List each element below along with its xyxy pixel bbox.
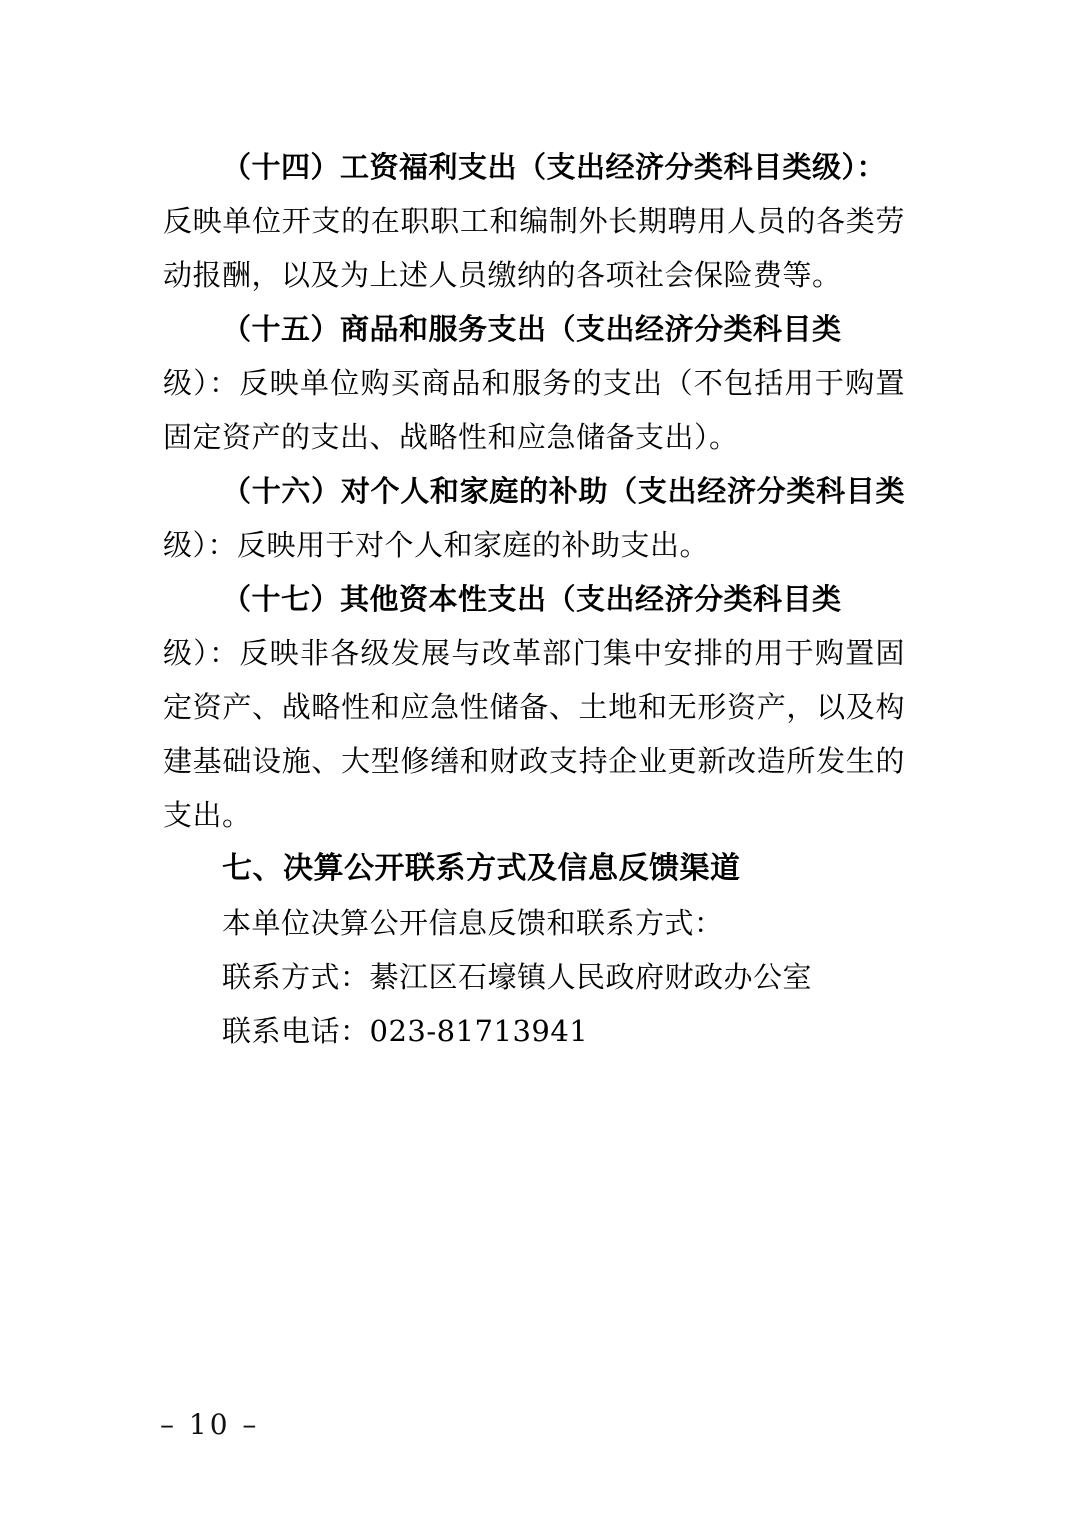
paragraph-16-heading: （十六）对个人和家庭的补助（支出经济分类科目类 [222, 474, 905, 508]
paragraph-17-heading: （十七）其他资本性支出（支出经济分类科目类 [222, 582, 842, 616]
feedback-intro-line: 本单位决算公开信息反馈和联系方式： [222, 906, 724, 940]
paragraph-14-body-line: 动报酬，以及为上述人员缴纳的各项社会保险费等。 [163, 258, 842, 292]
paragraph-15-body-line: 固定资产的支出、战略性和应急储备支出）。 [163, 420, 739, 454]
paragraph-15-heading: （十五）商品和服务支出（支出经济分类科目类 [222, 312, 842, 346]
paragraph-17-body-line: 定资产、战略性和应急性储备、土地和无形资产，以及构 [163, 690, 905, 724]
paragraph-17-body-line: 级）：反映非各级发展与改革部门集中安排的用于购置固 [163, 636, 905, 670]
paragraph-17-body-line: 建基础设施、大型修缮和财政支持企业更新改造所发生的 [163, 744, 905, 778]
paragraph-16-body-line: 级）：反映用于对个人和家庭的补助支出。 [163, 528, 710, 562]
document-body [163, 140, 905, 1058]
section-7-heading: 七、决算公开联系方式及信息反馈渠道 [222, 851, 741, 886]
contact-method-line: 联系方式：綦江区石壕镇人民政府财政办公室 [222, 960, 813, 994]
paragraph-14-body-line: 反映单位开支的在职职工和编制外长期聘用人员的各类劳 [163, 204, 905, 238]
paragraph-17-body-line: 支出。 [163, 798, 252, 832]
paragraph-14-heading: （十四）工资福利支出（支出经济分类科目类级）： [222, 150, 887, 184]
paragraph-15-body-line: 级）：反映单位购买商品和服务的支出（不包括用于购置 [163, 366, 905, 400]
contact-phone-line: 联系电话：023-81713941 [222, 1014, 589, 1048]
page-number: – 10 – [160, 1408, 260, 1441]
